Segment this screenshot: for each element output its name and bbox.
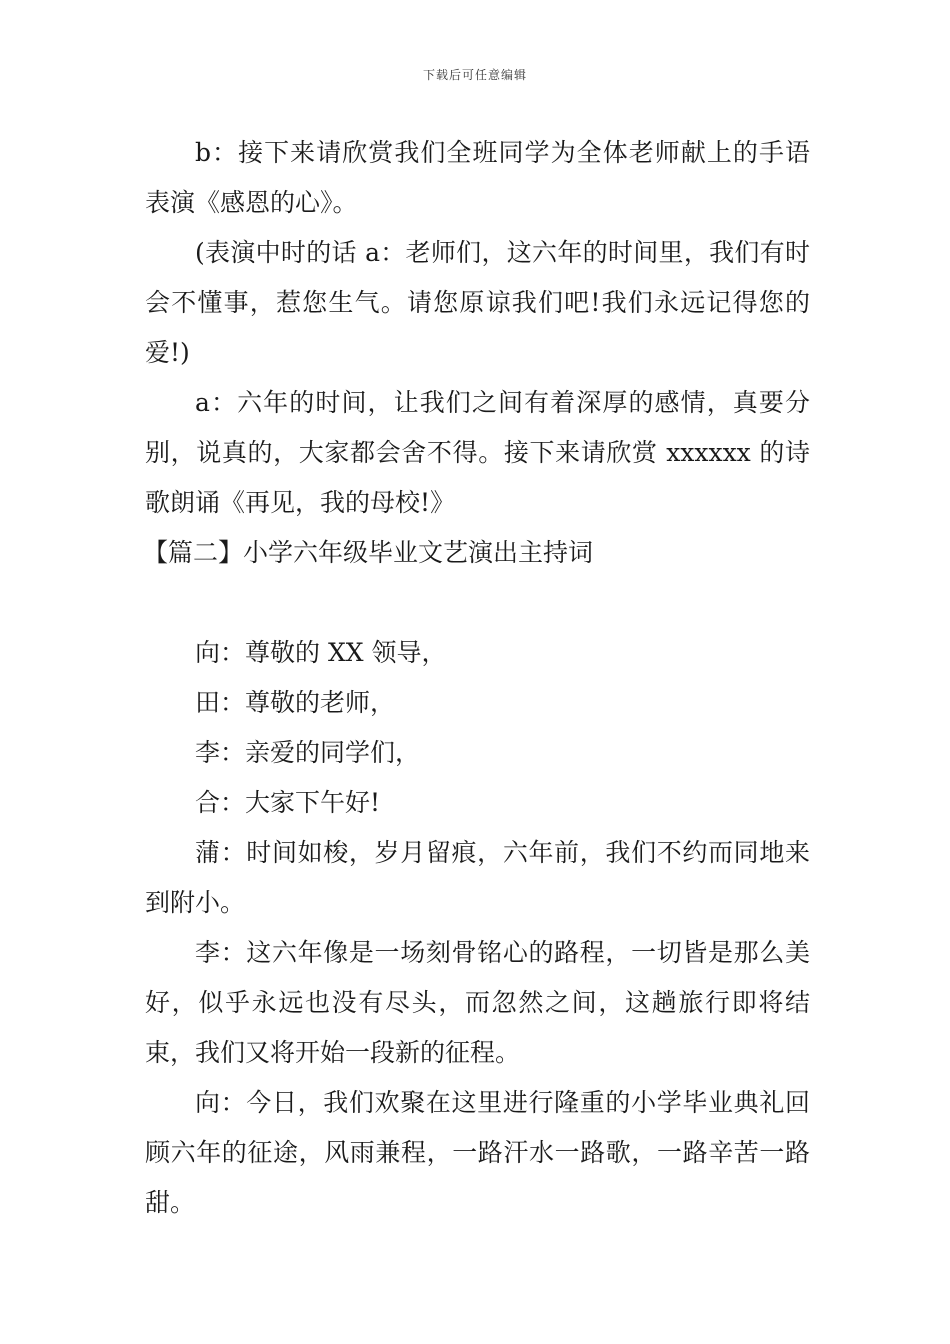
paragraph: 蒲：时间如梭，岁月留痕，六年前，我们不约而同地来到附小。 — [145, 838, 810, 917]
paragraph: (表演中时的话 a：老师们，这六年的时间里，我们有时会不懂事，惹您生气。请您原谅我们吧!我们永远记得您的爱!) — [145, 238, 810, 367]
paragraph: 向：今日，我们欢聚在这里进行隆重的小学毕业典礼回顾六年的征途，风雨兼程，一路汗水一路歌，一路辛苦一路甜。 — [145, 1088, 810, 1217]
paragraph: a：六年的时间，让我们之间有着深厚的感情，真要分别，说真的，大家都会舍不得。接下来请欣赏 xxxxxx 的诗歌朗诵《再见，我的母校!》 — [145, 388, 810, 517]
section-title: 【篇二】小学六年级毕业文艺演出主持词 — [143, 538, 594, 567]
paragraph: 李：这六年像是一场刻骨铭心的路程，一切皆是那么美好，似乎永远也没有尽头，而忽然之间，这趟旅行即将结束，我们又将开始一段新的征程。 — [145, 938, 810, 1067]
paragraph: 向：尊敬的 XX 领导， — [195, 638, 447, 667]
page-header-note: 下载后可任意编辑 — [422, 68, 527, 82]
paragraph: b：接下来请欣赏我们全班同学为全体老师献上的手语表演《感恩的心》。 — [145, 138, 810, 217]
paragraph: 田：尊敬的老师， — [195, 688, 396, 717]
paragraph: 李：亲爱的同学们， — [195, 738, 421, 767]
blank-line — [145, 578, 810, 628]
document-body — [145, 128, 810, 1228]
paragraph: 合：大家下午好! — [195, 788, 381, 817]
